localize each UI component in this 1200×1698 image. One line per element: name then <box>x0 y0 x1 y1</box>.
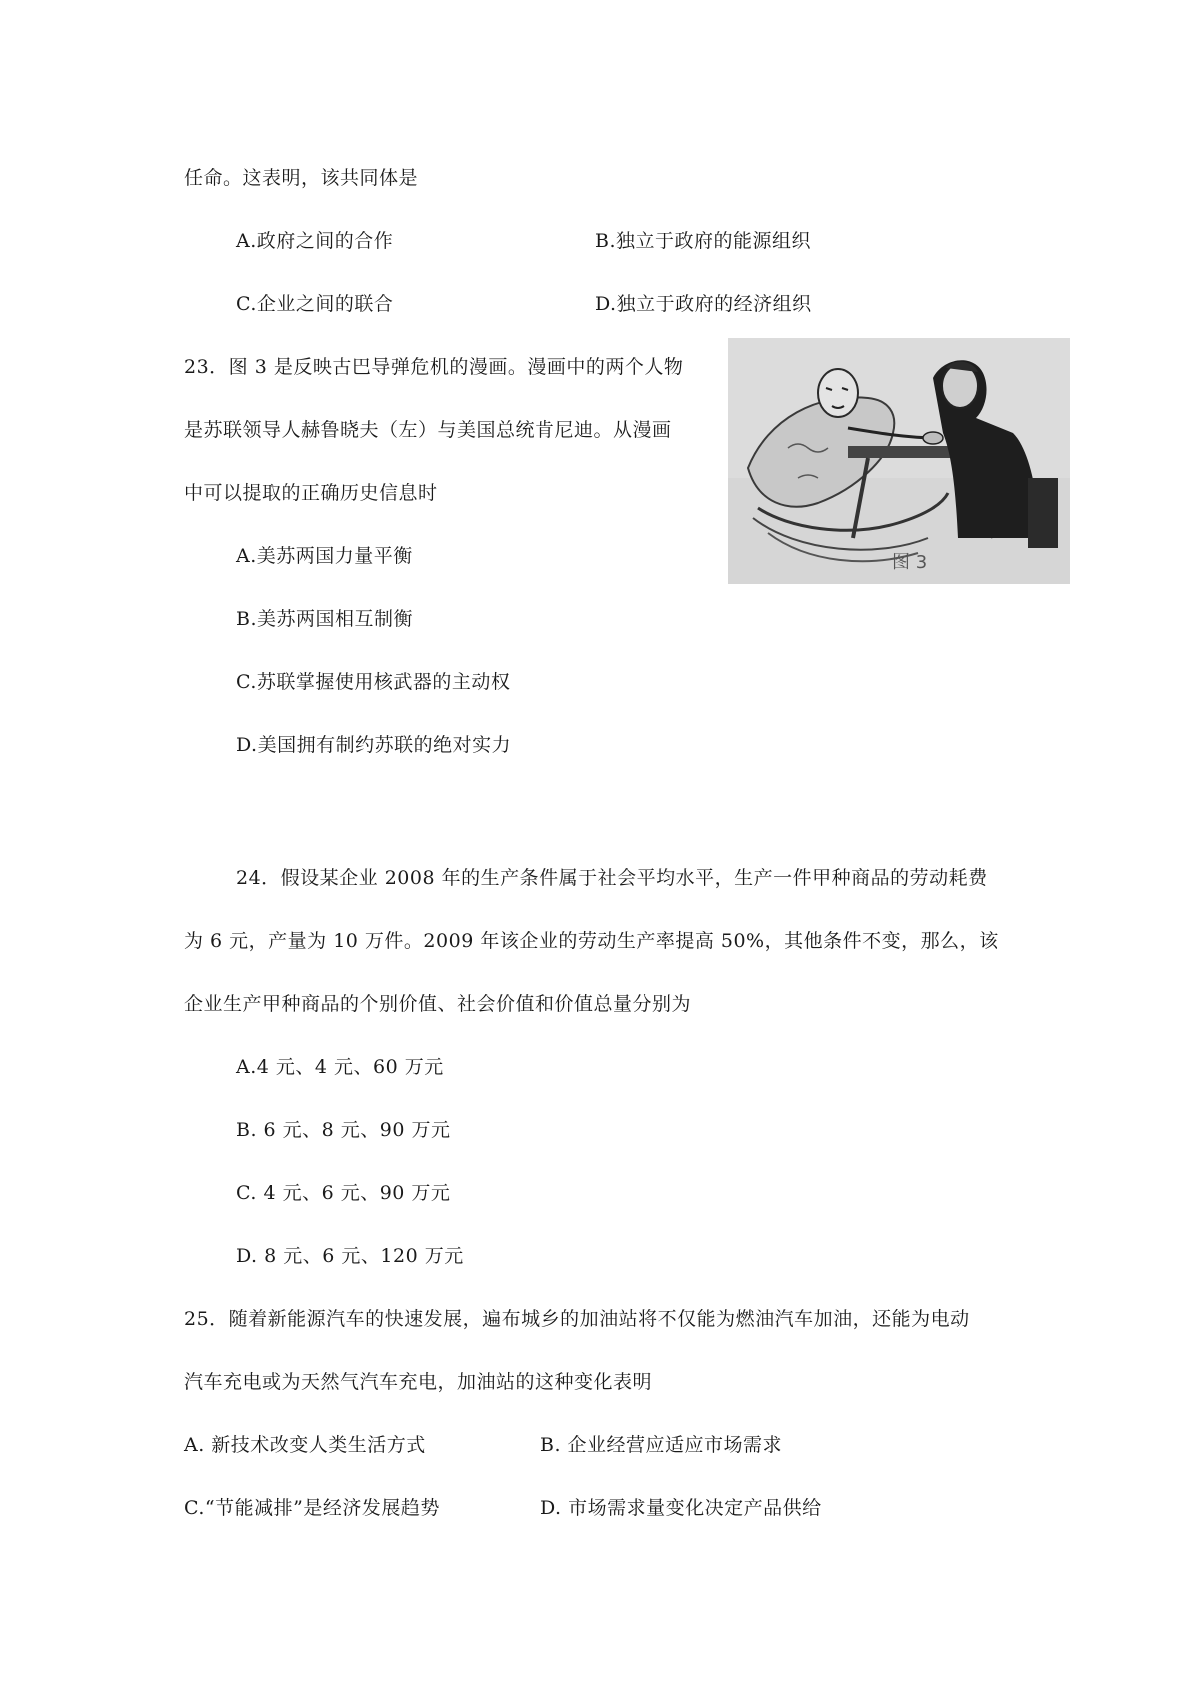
q24-option-a: A.4 元、4 元、60 万元 <box>236 1056 444 1078</box>
q24-stem-line-3: 企业生产甲种商品的个别价值、社会价值和价值总量分别为 <box>184 993 692 1015</box>
q25-option-b: B. 企业经营应适应市场需求 <box>540 1434 783 1456</box>
q22-option-b: B.独立于政府的能源组织 <box>595 230 812 252</box>
q25-option-d: D. 市场需求量变化决定产品供给 <box>540 1497 822 1519</box>
q24-option-d: D. 8 元、6 元、120 万元 <box>236 1245 464 1267</box>
q25-stem-line-2: 汽车充电或为天然气汽车充电，加油站的这种变化表明 <box>184 1371 653 1393</box>
q25-option-c: C.“节能减排”是经济发展趋势 <box>184 1497 440 1519</box>
q23-option-c: C.苏联掌握使用核武器的主动权 <box>236 671 511 693</box>
figure-3-caption: 图 3 <box>892 552 928 573</box>
q22-option-c: C.企业之间的联合 <box>236 293 394 315</box>
q22-stem-end: 任命。这表明，该共同体是 <box>184 167 419 189</box>
q22-option-a: A.政府之间的合作 <box>236 230 394 252</box>
cartoon-illustration <box>728 338 1070 584</box>
q24-stem-line-2: 为 6 元，产量为 10 万件。2009 年该企业的劳动生产率提高 50%，其他条件不变，那么，该 <box>184 930 999 952</box>
q22-option-d: D.独立于政府的经济组织 <box>595 293 812 315</box>
q24-option-c: C. 4 元、6 元、90 万元 <box>236 1182 451 1204</box>
q24-option-b: B. 6 元、8 元、90 万元 <box>236 1119 451 1141</box>
figure-3-cartoon <box>728 338 1070 584</box>
q25-stem-line-1: 25．随着新能源汽车的快速发展，遍布城乡的加油站将不仅能为燃油汽车加油，还能为电动 <box>184 1308 970 1330</box>
q24-stem-line-1: 24．假设某企业 2008 年的生产条件属于社会平均水平，生产一件甲种商品的劳动耗费 <box>236 867 988 889</box>
q23-stem-line-2: 是苏联领导人赫鲁晓夫（左）与美国总统肯尼迪。从漫画 <box>184 419 672 441</box>
q23-stem-line-3: 中可以提取的正确历史信息时 <box>184 482 438 504</box>
q23-option-d: D.美国拥有制约苏联的绝对实力 <box>236 734 512 756</box>
q23-stem-line-1: 23．图 3 是反映古巴导弹危机的漫画。漫画中的两个人物 <box>184 356 684 378</box>
q23-option-a: A.美苏两国力量平衡 <box>236 545 413 567</box>
q23-option-b: B.美苏两国相互制衡 <box>236 608 414 630</box>
q25-option-a: A. 新技术改变人类生活方式 <box>184 1434 426 1456</box>
